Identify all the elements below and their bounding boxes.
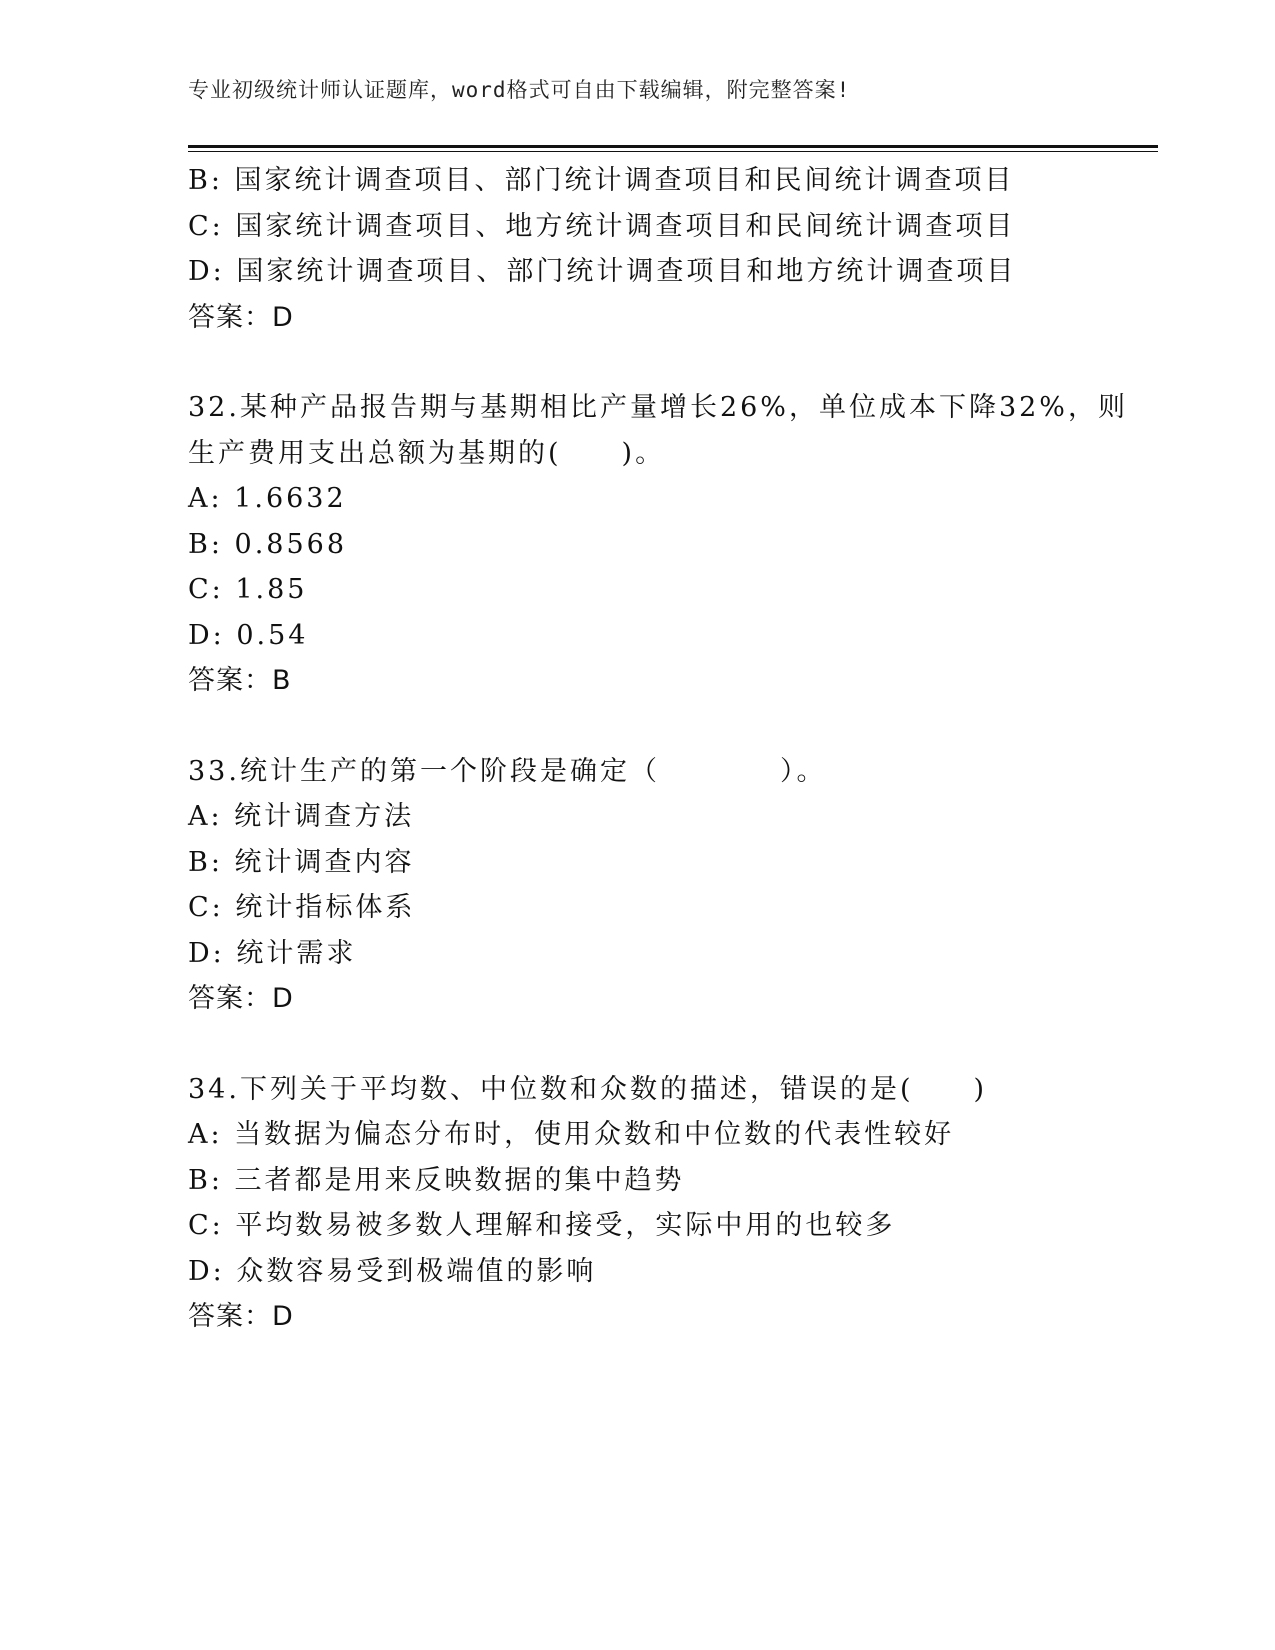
option-b: B: 统计调查内容 [188,846,415,878]
header-rule-thin [188,151,1158,152]
question-31-continued [188,158,1188,340]
spacer [188,704,1188,749]
question-stem: 34.下列关于平均数、中位数和众数的描述，错误的是( ) [188,1073,988,1105]
answer: 答案：B [188,665,292,696]
question-32 [188,385,1188,704]
question-33 [188,749,1188,1022]
spacer [188,340,1188,385]
option-c: C: 统计指标体系 [188,892,416,923]
option-a: A: 统计调查方法 [188,801,415,832]
option-d: D: 众数容易受到极端值的影响 [188,1255,597,1287]
option-a: A: 1.6632 [188,483,347,514]
question-stem: 33.统计生产的第一个阶段是确定（ ）。 [188,755,827,787]
option-c: C: 平均数易被多数人理解和接受，实际中用的也较多 [188,1210,896,1241]
option-a: A: 当数据为偏态分布时，使用众数和中位数的代表性较好 [188,1119,955,1150]
option-d: D: 0.54 [188,619,309,651]
option-c: C: 1.85 [188,574,308,605]
option-d: D: 国家统计调查项目、部门统计调查项目和地方统计调查项目 [188,256,1017,287]
question-stem: 生产费用支出总额为基期的( )。 [188,437,666,469]
option-b: B: 三者都是用来反映数据的集中趋势 [188,1164,685,1196]
option-c: C: 国家统计调查项目、地方统计调查项目和民间统计调查项目 [188,210,1016,242]
option-b: B: 0.8568 [188,528,347,560]
option-d: D: 统计需求 [188,937,357,969]
header-rule-thick [188,145,1158,148]
question-stem: 32.某种产品报告期与基期相比产量增长26%，单位成本下降32%，则 [188,392,1128,423]
option-b: B: 国家统计调查项目、部门统计调查项目和民间统计调查项目 [188,165,1015,196]
answer: 答案：D [188,1301,294,1332]
page-header: 专业初级统计师认证题库，word格式可自由下载编辑，附完整答案! [188,78,851,102]
question-content [188,158,1188,1340]
answer: 答案：D [188,301,294,333]
answer: 答案：D [188,983,294,1014]
question-34 [188,1067,1188,1340]
spacer [188,1022,1188,1067]
